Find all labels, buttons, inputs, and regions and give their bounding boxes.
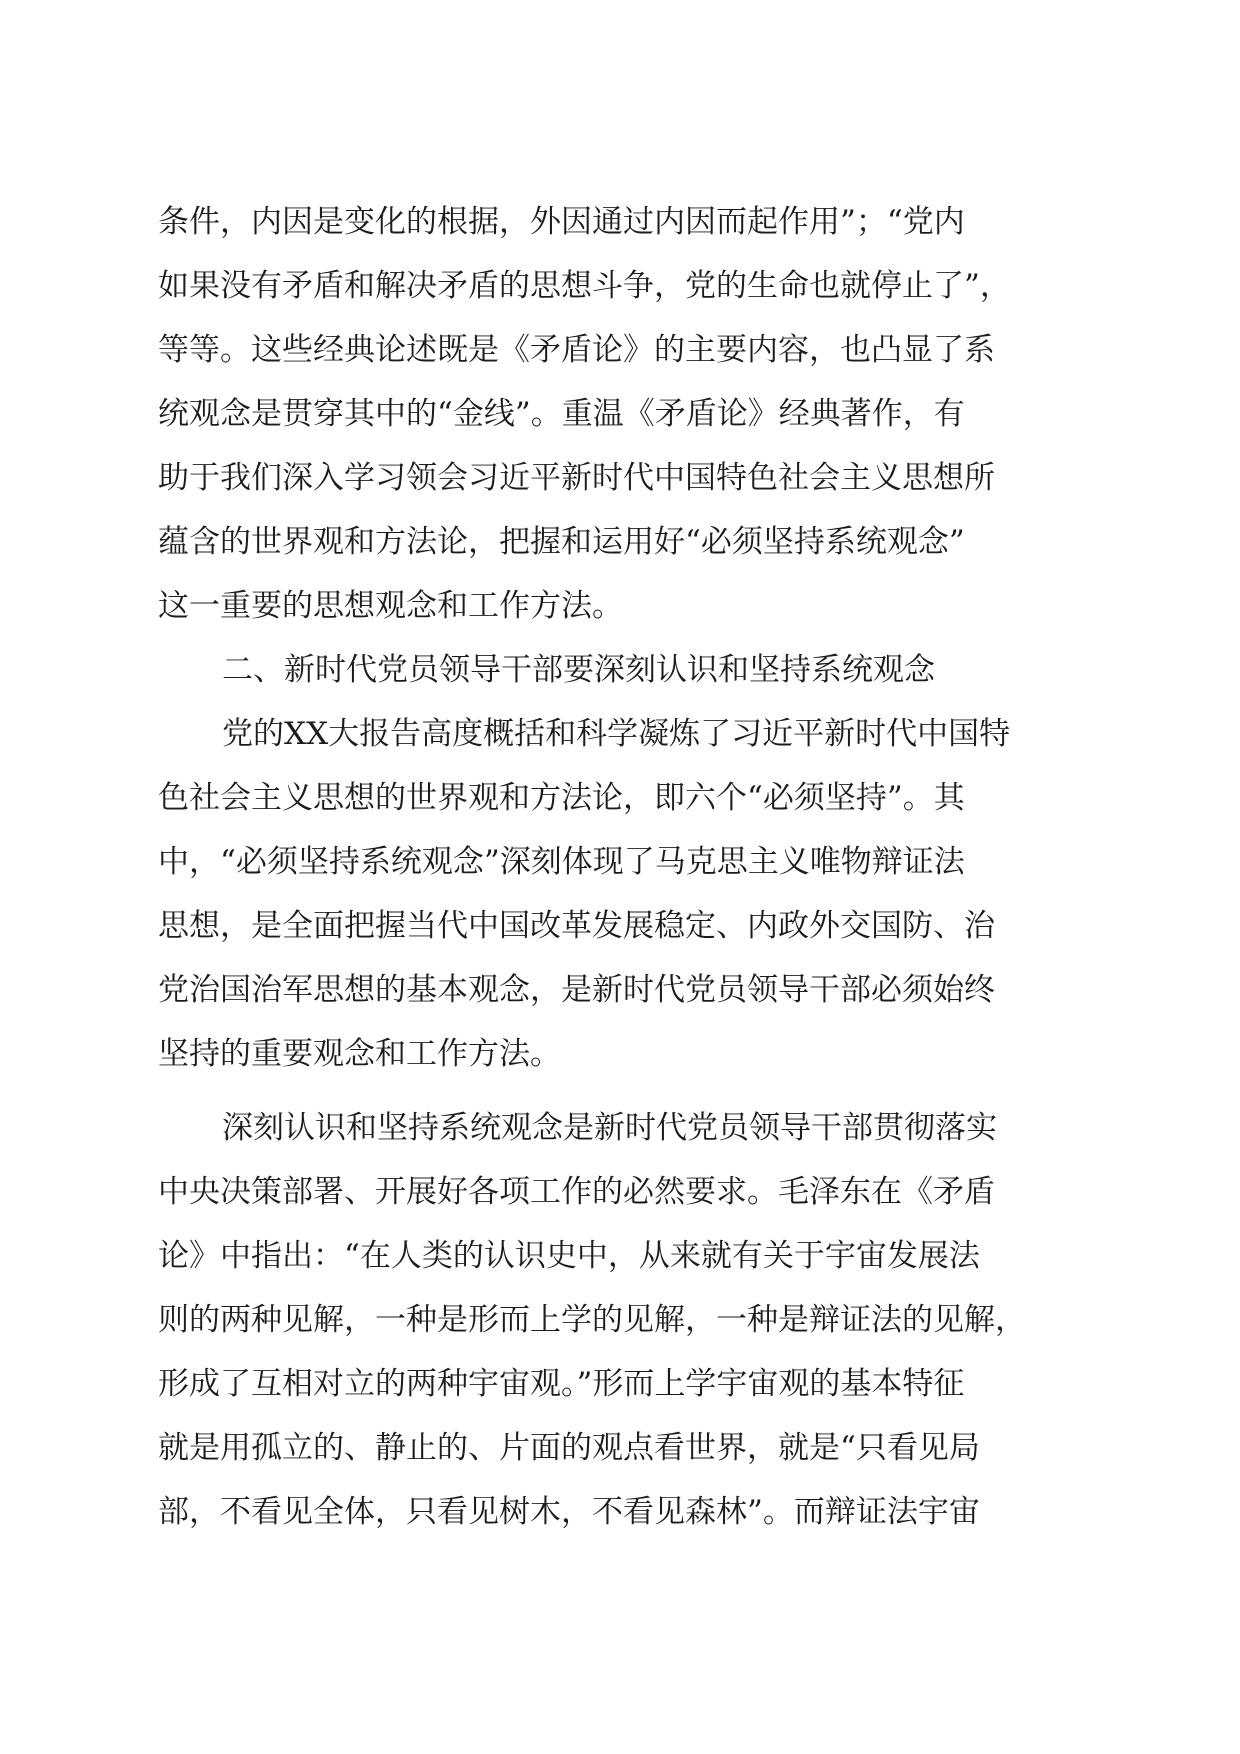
text-line: 中，“必须坚持系统观念”深刻体现了马克思主义唯物辩证法	[158, 844, 965, 880]
text-line: 这一重要的思想观念和工作方法。	[158, 588, 623, 624]
text-line: 等等。这些经典论述既是《矛盾论》的主要内容，也凸显了系	[158, 332, 995, 368]
paragraph	[158, 702, 1080, 1086]
text-line: 形成了互相对立的两种宇宙观。”形而上学宇宙观的基本特征	[158, 1366, 965, 1402]
section-heading	[158, 638, 1080, 702]
text-line: 如果没有矛盾和解决矛盾的思想斗争，党的生命也就停止了”，	[158, 268, 1011, 304]
text-line: 蕴含的世界观和方法论，把握和运用好“必须坚持系统观念”	[158, 524, 965, 560]
text-line: 色社会主义思想的世界观和方法论，即六个“必须坚持”。其	[158, 780, 965, 816]
text-line: 统观念是贯穿其中的“金线”。重温《矛盾论》经典著作，有	[158, 396, 965, 432]
text-line: 条件，内因是变化的根据，外因通过内因而起作用”；“党内	[158, 204, 965, 240]
text-line: 坚持的重要观念和工作方法。	[158, 1036, 561, 1072]
text-line: 党的XX大报告高度概括和科学凝炼了习近平新时代中国特	[222, 716, 1011, 752]
heading-text: 二、新时代党员领导干部要深刻认识和坚持系统观念	[222, 652, 935, 688]
text-line: 部，不看见全体，只看见树木，不看见森林”。而辩证法宇宙	[158, 1494, 980, 1530]
text-line: 中央决策部署、开展好各项工作的必然要求。毛泽东在《矛盾	[158, 1174, 995, 1210]
document-body	[158, 190, 1080, 1544]
text-line: 思想，是全面把握当代中国改革发展稳定、内政外交国防、治	[158, 908, 995, 944]
paragraph	[158, 1096, 1080, 1544]
text-line: 深刻认识和坚持系统观念是新时代党员领导干部贯彻落实	[222, 1110, 997, 1146]
text-line: 党治国治军思想的基本观念，是新时代党员领导干部必须始终	[158, 972, 995, 1008]
text-line: 论》中指出：“在人类的认识史中，从来就有关于宇宙发展法	[158, 1238, 980, 1274]
paragraph-continued	[158, 190, 1080, 638]
text-line: 助于我们深入学习领会习近平新时代中国特色社会主义思想所	[158, 460, 995, 496]
text-line: 则的两种见解，一种是形而上学的见解，一种是辩证法的见解，	[158, 1302, 1026, 1338]
text-line: 就是用孤立的、静止的、片面的观点看世界，就是“只看见局	[158, 1430, 980, 1466]
